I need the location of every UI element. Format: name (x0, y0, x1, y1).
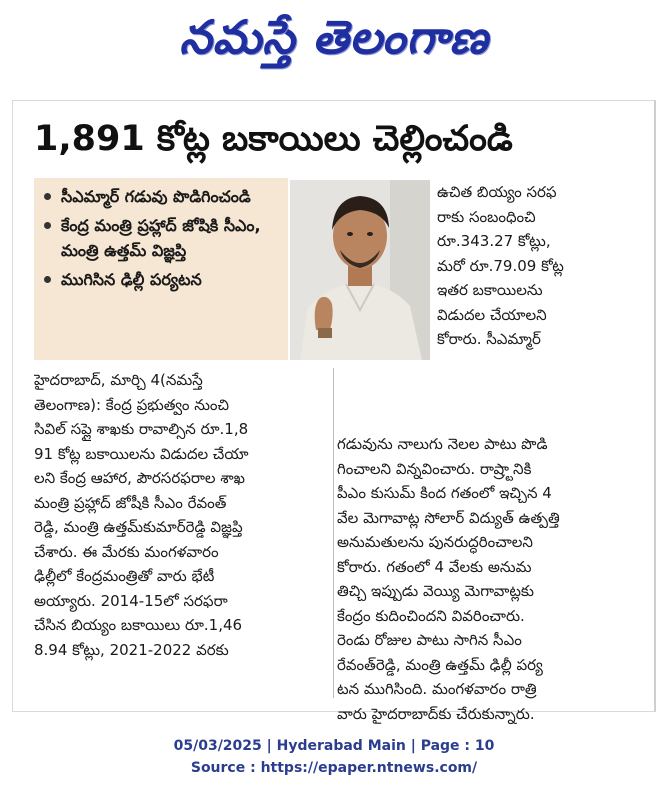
article-headline: 1,891 కోట్ల బకాయిలు చెల్లించండి (34, 119, 513, 159)
text-line: మంత్రి ప్రహ్లాద్ జోషీకి సీఎం రేవంత్ (34, 493, 227, 512)
text-line: ఢిల్లీలో కేంద్రమంత్రితో వారు భేటీ (34, 567, 215, 585)
article-column-left (34, 368, 332, 662)
text-line: టన ముగిసింది. మంగళవారం రాత్రి (337, 680, 537, 698)
text-line: ఇతర బకాయిలను (437, 281, 543, 299)
text-line: పీఎం కుసుమ్ కింద గతంలో ఇచ్చిన 4 (337, 484, 552, 502)
column-divider (333, 368, 334, 698)
highlight-item (44, 267, 282, 292)
text-line: సివిల్ సప్లై శాఖకు రావాల్సిన రూ.1,8 (34, 420, 249, 438)
text-line: 8.94 కోట్లు, 2021-2022 వరకు (34, 640, 229, 659)
text-line: వారు హైదరాబాద్‌కు చేరుకున్నారు. (337, 704, 535, 723)
source-link[interactable]: Source : https://epaper.ntnews.com/ (190, 760, 478, 776)
highlight-text: ముగిసిన ఢిల్లీ పర్యటన (61, 270, 202, 289)
text-line: కేంద్రం కుదించిందని వివరించారు. (337, 606, 525, 625)
text-line: గడువును నాలుగు నెలల పాటు పొడి (337, 435, 548, 453)
text-line: చేశారు. ఈ మేరకు మంగళవారం (34, 542, 219, 561)
highlights-box (34, 178, 288, 360)
text-line: రెడ్డి, మంత్రి ఉత్తమ్‌కుమార్‌రెడ్డి విజ్ఞప్తి (34, 518, 243, 536)
text-line: వేల మెగావాట్ల సోలార్ విద్యుత్ ఉత్పత్తి (337, 508, 560, 527)
text-line: మరో రూ.79.09 కోట్ల (437, 256, 564, 275)
highlight-item (44, 213, 282, 263)
highlight-item (44, 184, 282, 209)
bullet-icon (44, 193, 51, 200)
article-column-right (337, 432, 637, 726)
person-portrait-icon (290, 180, 430, 360)
text-line: రూ.343.27 కోట్లు, (437, 232, 551, 250)
text-line: 91 కోట్ల బకాయిలను విడుదల చేయా (34, 444, 249, 463)
text-line: కోరారు. సీఎమ్మార్ (437, 330, 541, 348)
bullet-icon (44, 222, 51, 229)
text-line: రెండు రోజుల పాటు సాగిన సీఎం (337, 631, 522, 649)
text-line: హైదరాబాద్, మార్చి 4(నమస్తే (34, 371, 203, 389)
article-column-right-top (437, 180, 637, 352)
text-line: రాకు సంబంధించి (437, 207, 536, 226)
highlight-text: సీఎమ్మార్ గడువు పొడిగించండి (61, 187, 251, 206)
text-line: రేవంత్‌రెడ్డి, మంత్రి ఉత్తమ్ ఢిల్లీ పర్య (337, 655, 543, 674)
text-line: చేసిన బియ్యం బకాయిలు రూ.1,46 (34, 616, 243, 634)
text-line: కోరారు. గతంలో 4 వేలకు అనుమ (337, 557, 532, 576)
edition-info: 05/03/2025 | Hyderabad Main | Page : 10 (173, 738, 495, 754)
bullet-icon (44, 276, 51, 283)
text-line: గించాలని విన్నవించారు. రాష్ర్టానికి (337, 459, 532, 478)
text-line: అనుమతులను పునరుద్ధరించాలని (337, 533, 533, 551)
text-line: విడుదల చేయాలని (437, 305, 547, 324)
text-line: తెలంగాణ): కేంద్ర ప్రభుత్వం నుంచి (34, 395, 230, 414)
text-line: లని కేంద్ర ఆహార, పౌరసరఫరాల శాఖ (34, 469, 245, 487)
text-line: తిచ్చి ఇప్పుడు వెయ్యి మెగావాట్లకు (337, 582, 534, 600)
person-photo (290, 180, 430, 360)
highlight-text: కేంద్ర మంత్రి ప్రహ్లాద్ జోషికి సీఎం, మంత్రి ఉత్తమ్ విజ్ఞప్తి (61, 216, 261, 260)
newspaper-masthead: నమస్తే తెలంగాణ (179, 10, 489, 64)
text-line: ఉచిత బియ్యం సరఫ (437, 183, 557, 201)
text-line: అయ్యారు. 2014-15లో సరఫరా (34, 591, 228, 610)
